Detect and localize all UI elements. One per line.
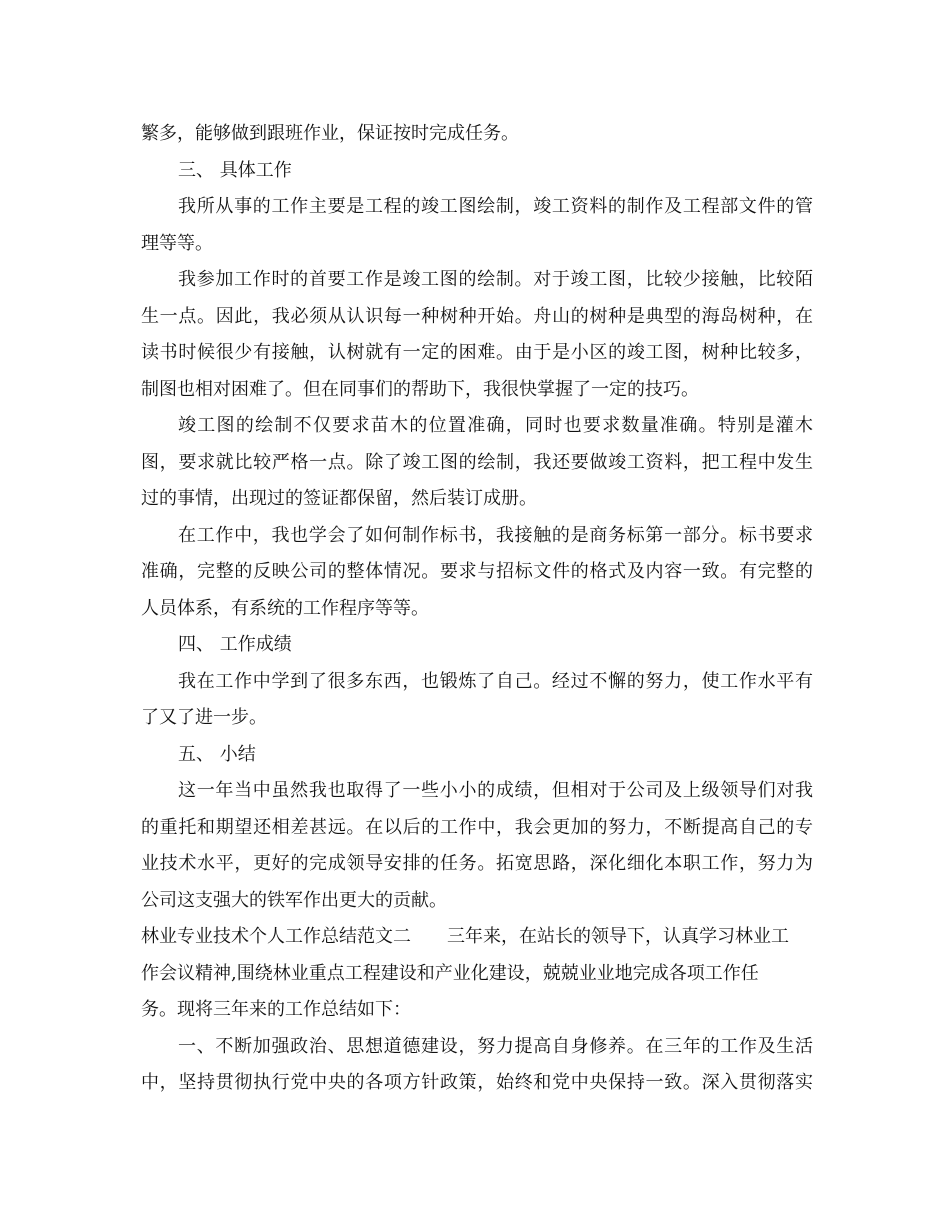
paragraph-line: 繁多，能够做到跟班作业，保证按时完成任务。: [141, 123, 519, 144]
paragraph-line: 图，要求就比较严格一点。除了竣工图的绘制，我还要做竣工资料，把工程中发生: [141, 451, 813, 473]
paragraph-line: 在工作中，我也学会了如何制作标书，我接触的是商务标第一部分。标书要求: [178, 524, 813, 546]
paragraph-line: 人员体系，有系统的工作程序等等。: [141, 597, 429, 619]
paragraph-line: 公司这支强大的铁军作出更大的贡献。: [141, 889, 447, 911]
paragraph-line: 过的事情，出现过的签证都保留，然后装订成册。: [141, 488, 537, 509]
paragraph-line: 读书时候很少有接触，认树就有一定的困难。由于是小区的竣工图，树种比较多，: [141, 342, 813, 363]
document-body: [141, 116, 813, 1102]
paragraph-line: 务。现将三年来的工作总结如下：: [141, 999, 411, 1020]
paragraph-line: 我所从事的工作主要是工程的竣工图绘制，竣工资料的制作及工程部文件的管: [178, 196, 813, 217]
paragraph-line: 了又了进一步。: [141, 707, 267, 728]
paragraph-line: 生一点。因此，我必须从认识每一种树种开始。舟山的树种是典型的海岛树种，在: [141, 305, 813, 327]
paragraph-line: 准确，完整的反映公司的整体情况。要求与招标文件的格式及内容一致。有完整的: [141, 561, 813, 582]
article-title-line: 林业专业技术个人工作总结范文二 三年来，在站长的领导下，认真学习林业工: [141, 926, 789, 947]
paragraph-line: 中，坚持贯彻执行党中央的各项方针政策，始终和党中央保持一致。深入贯彻落实: [141, 1072, 813, 1093]
section-heading: 三、 具体工作: [178, 159, 292, 181]
paragraph-line: 作会议精神,围绕林业重点工程建设和产业化建设，兢兢业业地完成各项工作任: [141, 962, 759, 984]
paragraph-line: 业技术水平，更好的完成领导安排的任务。拓宽思路，深化细化本职工作，努力为: [141, 853, 813, 874]
paragraph-line: 我在工作中学到了很多东西，也锻炼了自己。经过不懈的努力，使工作水平有: [178, 670, 813, 692]
section-heading: 五、 小结: [178, 743, 256, 765]
paragraph-line: 的重托和期望还相差甚远。在以后的工作中，我会更加的努力，不断提高自己的专: [141, 816, 813, 838]
paragraph-line: 我参加工作时的首要工作是竣工图的绘制。对于竣工图，比较少接触，比较陌: [178, 269, 813, 290]
section-heading: 四、 工作成绩: [178, 634, 292, 655]
paragraph-line: 制图也相对困难了。但在同事们的帮助下，我很快掌握了一定的技巧。: [141, 378, 699, 400]
paragraph-line: 竣工图的绘制不仅要求苗木的位置准确，同时也要求数量准确。特别是灌木: [178, 415, 813, 436]
paragraph-line: 这一年当中虽然我也取得了一些小小的成绩，但相对于公司及上级领导们对我: [178, 780, 813, 801]
paragraph-line: 理等等。: [141, 232, 213, 254]
paragraph-line: 一、不断加强政治、思想道德建设，努力提高自身修养。在三年的工作及生活: [178, 1035, 813, 1057]
